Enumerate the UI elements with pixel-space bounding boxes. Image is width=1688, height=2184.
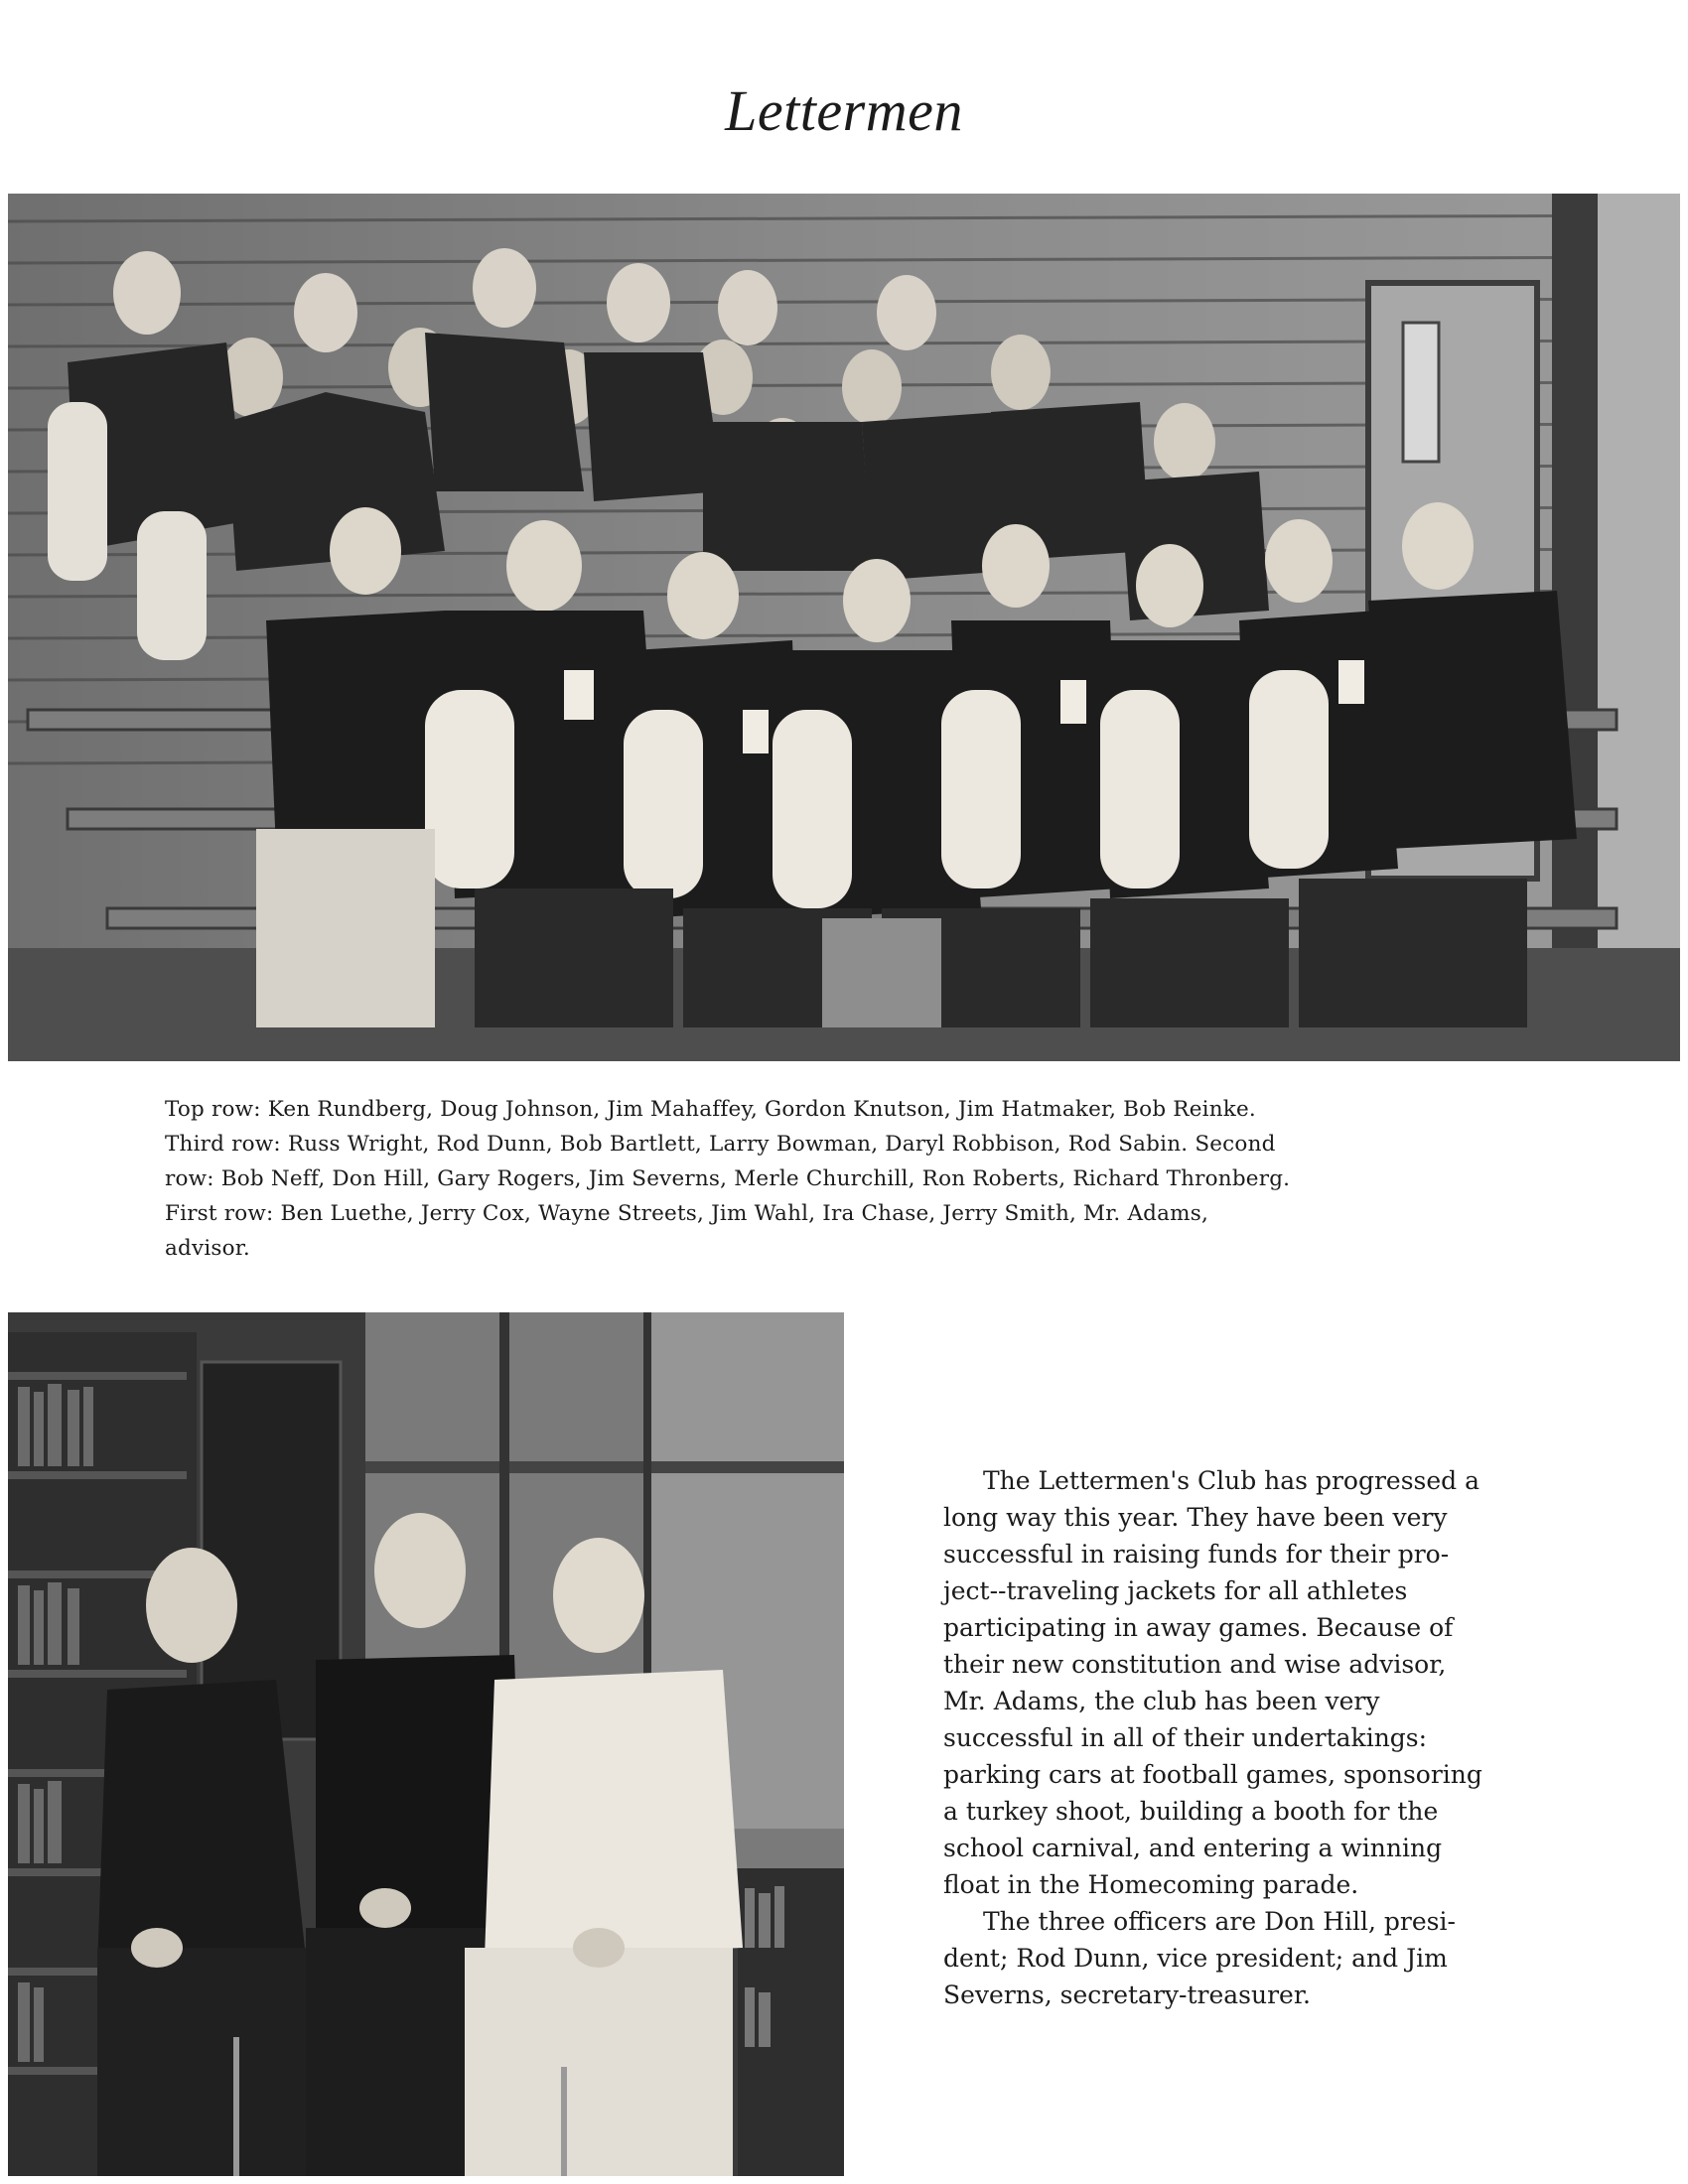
officers-photo (8, 1312, 844, 2176)
club-description-paragraph-2: The three officers are Don Hill, presi- dent; Rod Dunn, vice president; and Jim Severns, secretary-treasurer. (943, 1907, 1456, 2009)
caption-line-second-row: row: Bob Neff, Don Hill, Gary Rogers, Jim Severns, Merle Churchill, Ron Roberts, Richard Thronberg. (165, 1166, 1291, 1191)
caption-line-top-row: Top row: Ken Rundberg, Doug Johnson, Jim Mahaffey, Gordon Knutson, Jim Hatmaker, Bob Reinke. (165, 1097, 1256, 1122)
caption-line-advisor: advisor. (165, 1236, 250, 1261)
page-title: Lettermen (725, 78, 963, 143)
club-description (943, 1462, 1579, 2013)
caption-line-third-row: Third row: Russ Wright, Rod Dunn, Bob Bartlett, Larry Bowman, Daryl Robbison, Rod Sabin. Second (165, 1132, 1276, 1157)
officers-photo-image (8, 1312, 844, 2176)
group-photo-image (8, 194, 1680, 1061)
caption-line-first-row: First row: Ben Luethe, Jerry Cox, Wayne Streets, Jim Wahl, Ira Chase, Jerry Smith, Mr. Adams, (165, 1201, 1209, 1226)
group-photo-caption (165, 1092, 1555, 1266)
lettermen-group-photo (8, 194, 1680, 1061)
club-description-paragraph-1: The Lettermen's Club has progressed a long way this year. They have been very successful in raising funds for their pro- ject--traveling jackets for all athletes participating in away games. Because of their new constitution and wise advisor, Mr. Adams, the club has been very successful in all of their undertakings: parking cars at football games, sponsoring a turkey shoot, building a booth for the school carnival, and entering a winning float in the Homecoming parade. (943, 1466, 1482, 1899)
